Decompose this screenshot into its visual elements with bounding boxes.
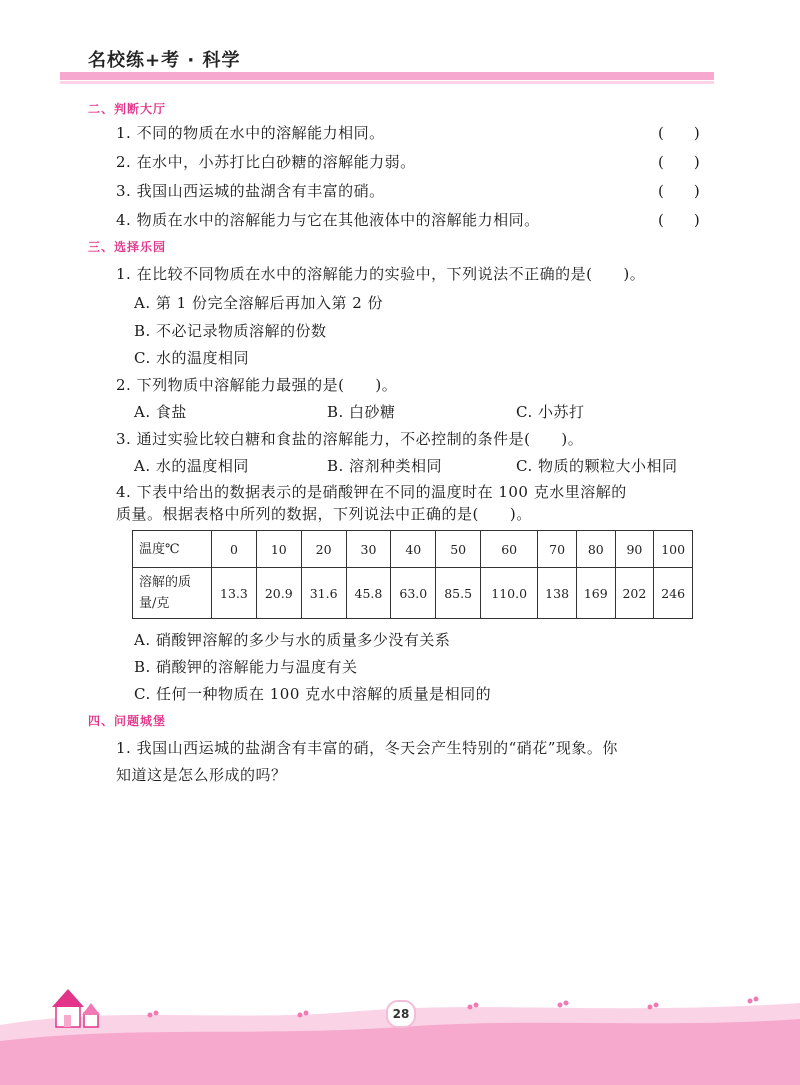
choice-q1-option-b[interactable]: B. 不必记录物质溶解的份数 (134, 322, 327, 340)
answer-paren-1[interactable]: ( ) (658, 124, 700, 142)
judgement-item-2: 2. 在水中，小苏打比白砂糖的溶解能力弱。 (116, 153, 416, 171)
choice-q3-option-a[interactable]: A. 水的温度相同 (134, 457, 249, 475)
choice-q4-option-b[interactable]: B. 硝酸钾的溶解能力与温度有关 (134, 658, 358, 676)
table-header-mass-line1: 溶解的质 (139, 575, 192, 590)
header-band-thin (60, 81, 714, 84)
book-title: 名校练+考 · 科学 (88, 50, 241, 71)
judgement-item-1: 1. 不同的物质在水中的溶解能力相同。 (116, 124, 385, 142)
choice-q3-option-b[interactable]: B. 溶剂种类相同 (327, 457, 443, 475)
choice-q4-option-c[interactable]: C. 任何一种物质在 100 克水中溶解的质量是相同的 (134, 685, 492, 703)
solubility-table (132, 530, 693, 619)
table-cell-mass: 169 (576, 568, 615, 619)
answer-paren-3[interactable]: ( ) (658, 182, 700, 200)
judgement-item-4: 4. 物质在水中的溶解能力与它在其他液体中的溶解能力相同。 (116, 211, 540, 229)
table-cell-mass: 110.0 (481, 568, 538, 619)
page-number: 28 (386, 1000, 416, 1028)
table-header-temperature: 温度℃ (133, 531, 212, 568)
table-header-mass (133, 568, 212, 619)
choice-q4-stem-line1: 4. 下表中给出的数据表示的是硝酸钾在不同的温度时在 100 克水里溶解的 (116, 483, 627, 501)
house-icon (52, 989, 100, 1027)
table-row-mass (133, 568, 693, 619)
choice-q2-stem: 2. 下列物质中溶解能力最强的是( )。 (116, 376, 398, 394)
table-cell-temp: 50 (436, 531, 481, 568)
answer-paren-2[interactable]: ( ) (658, 153, 700, 171)
choice-q1-option-c[interactable]: C. 水的温度相同 (134, 349, 249, 367)
header-band (60, 72, 714, 80)
table-header-mass-line2: 量/克 (139, 596, 170, 611)
table-cell-mass: 202 (615, 568, 654, 619)
choice-q3-stem: 3. 通过实验比较白糖和食盐的溶解能力，不必控制的条件是( )。 (116, 430, 584, 448)
table-cell-mass: 13.3 (212, 568, 257, 619)
question-q1-line1: 1. 我国山西运城的盐湖含有丰富的硝，冬天会产生特别的“硝花”现象。你 (116, 739, 618, 757)
choice-q4-option-a[interactable]: A. 硝酸钾溶解的多少与水的质量多少没有关系 (134, 631, 451, 649)
choice-q4-stem-line2: 质量。根据表格中所列的数据，下列说法中正确的是( )。 (116, 505, 532, 523)
choice-q1-option-a[interactable]: A. 第 1 份完全溶解后再加入第 2 份 (134, 294, 384, 312)
table-cell-temp: 40 (391, 531, 436, 568)
table-cell-mass: 31.6 (301, 568, 346, 619)
question-q1-line2: 知道这是怎么形成的吗？ (116, 766, 287, 784)
table-cell-temp: 100 (654, 531, 693, 568)
answer-paren-4[interactable]: ( ) (658, 211, 700, 229)
table-cell-temp: 90 (615, 531, 654, 568)
table-cell-temp: 70 (538, 531, 577, 568)
table-cell-temp: 10 (256, 531, 301, 568)
table-cell-mass: 85.5 (436, 568, 481, 619)
section-title-choice: 三、选择乐园 (88, 240, 167, 254)
table-cell-mass: 20.9 (256, 568, 301, 619)
choice-q2-option-c[interactable]: C. 小苏打 (516, 403, 585, 421)
table-cell-temp: 20 (301, 531, 346, 568)
judgement-item-3: 3. 我国山西运城的盐湖含有丰富的硝。 (116, 182, 385, 200)
table-cell-temp: 80 (576, 531, 615, 568)
choice-q3-option-c[interactable]: C. 物质的颗粒大小相同 (516, 457, 678, 475)
section-title-question-castle: 四、问题城堡 (88, 714, 167, 728)
table-cell-mass: 138 (538, 568, 577, 619)
table-cell-temp: 0 (212, 531, 257, 568)
table-cell-mass: 63.0 (391, 568, 436, 619)
choice-q1-stem: 1. 在比较不同物质在水中的溶解能力的实验中，下列说法不正确的是( )。 (116, 265, 646, 283)
table-cell-temp: 30 (346, 531, 391, 568)
table-cell-temp: 60 (481, 531, 538, 568)
table-cell-mass: 45.8 (346, 568, 391, 619)
choice-q2-option-a[interactable]: A. 食盐 (134, 403, 187, 421)
table-cell-mass: 246 (654, 568, 693, 619)
section-title-judgement: 二、判断大厅 (88, 102, 167, 116)
choice-q2-option-b[interactable]: B. 白砂糖 (327, 403, 396, 421)
table-row-temperature (133, 531, 693, 568)
